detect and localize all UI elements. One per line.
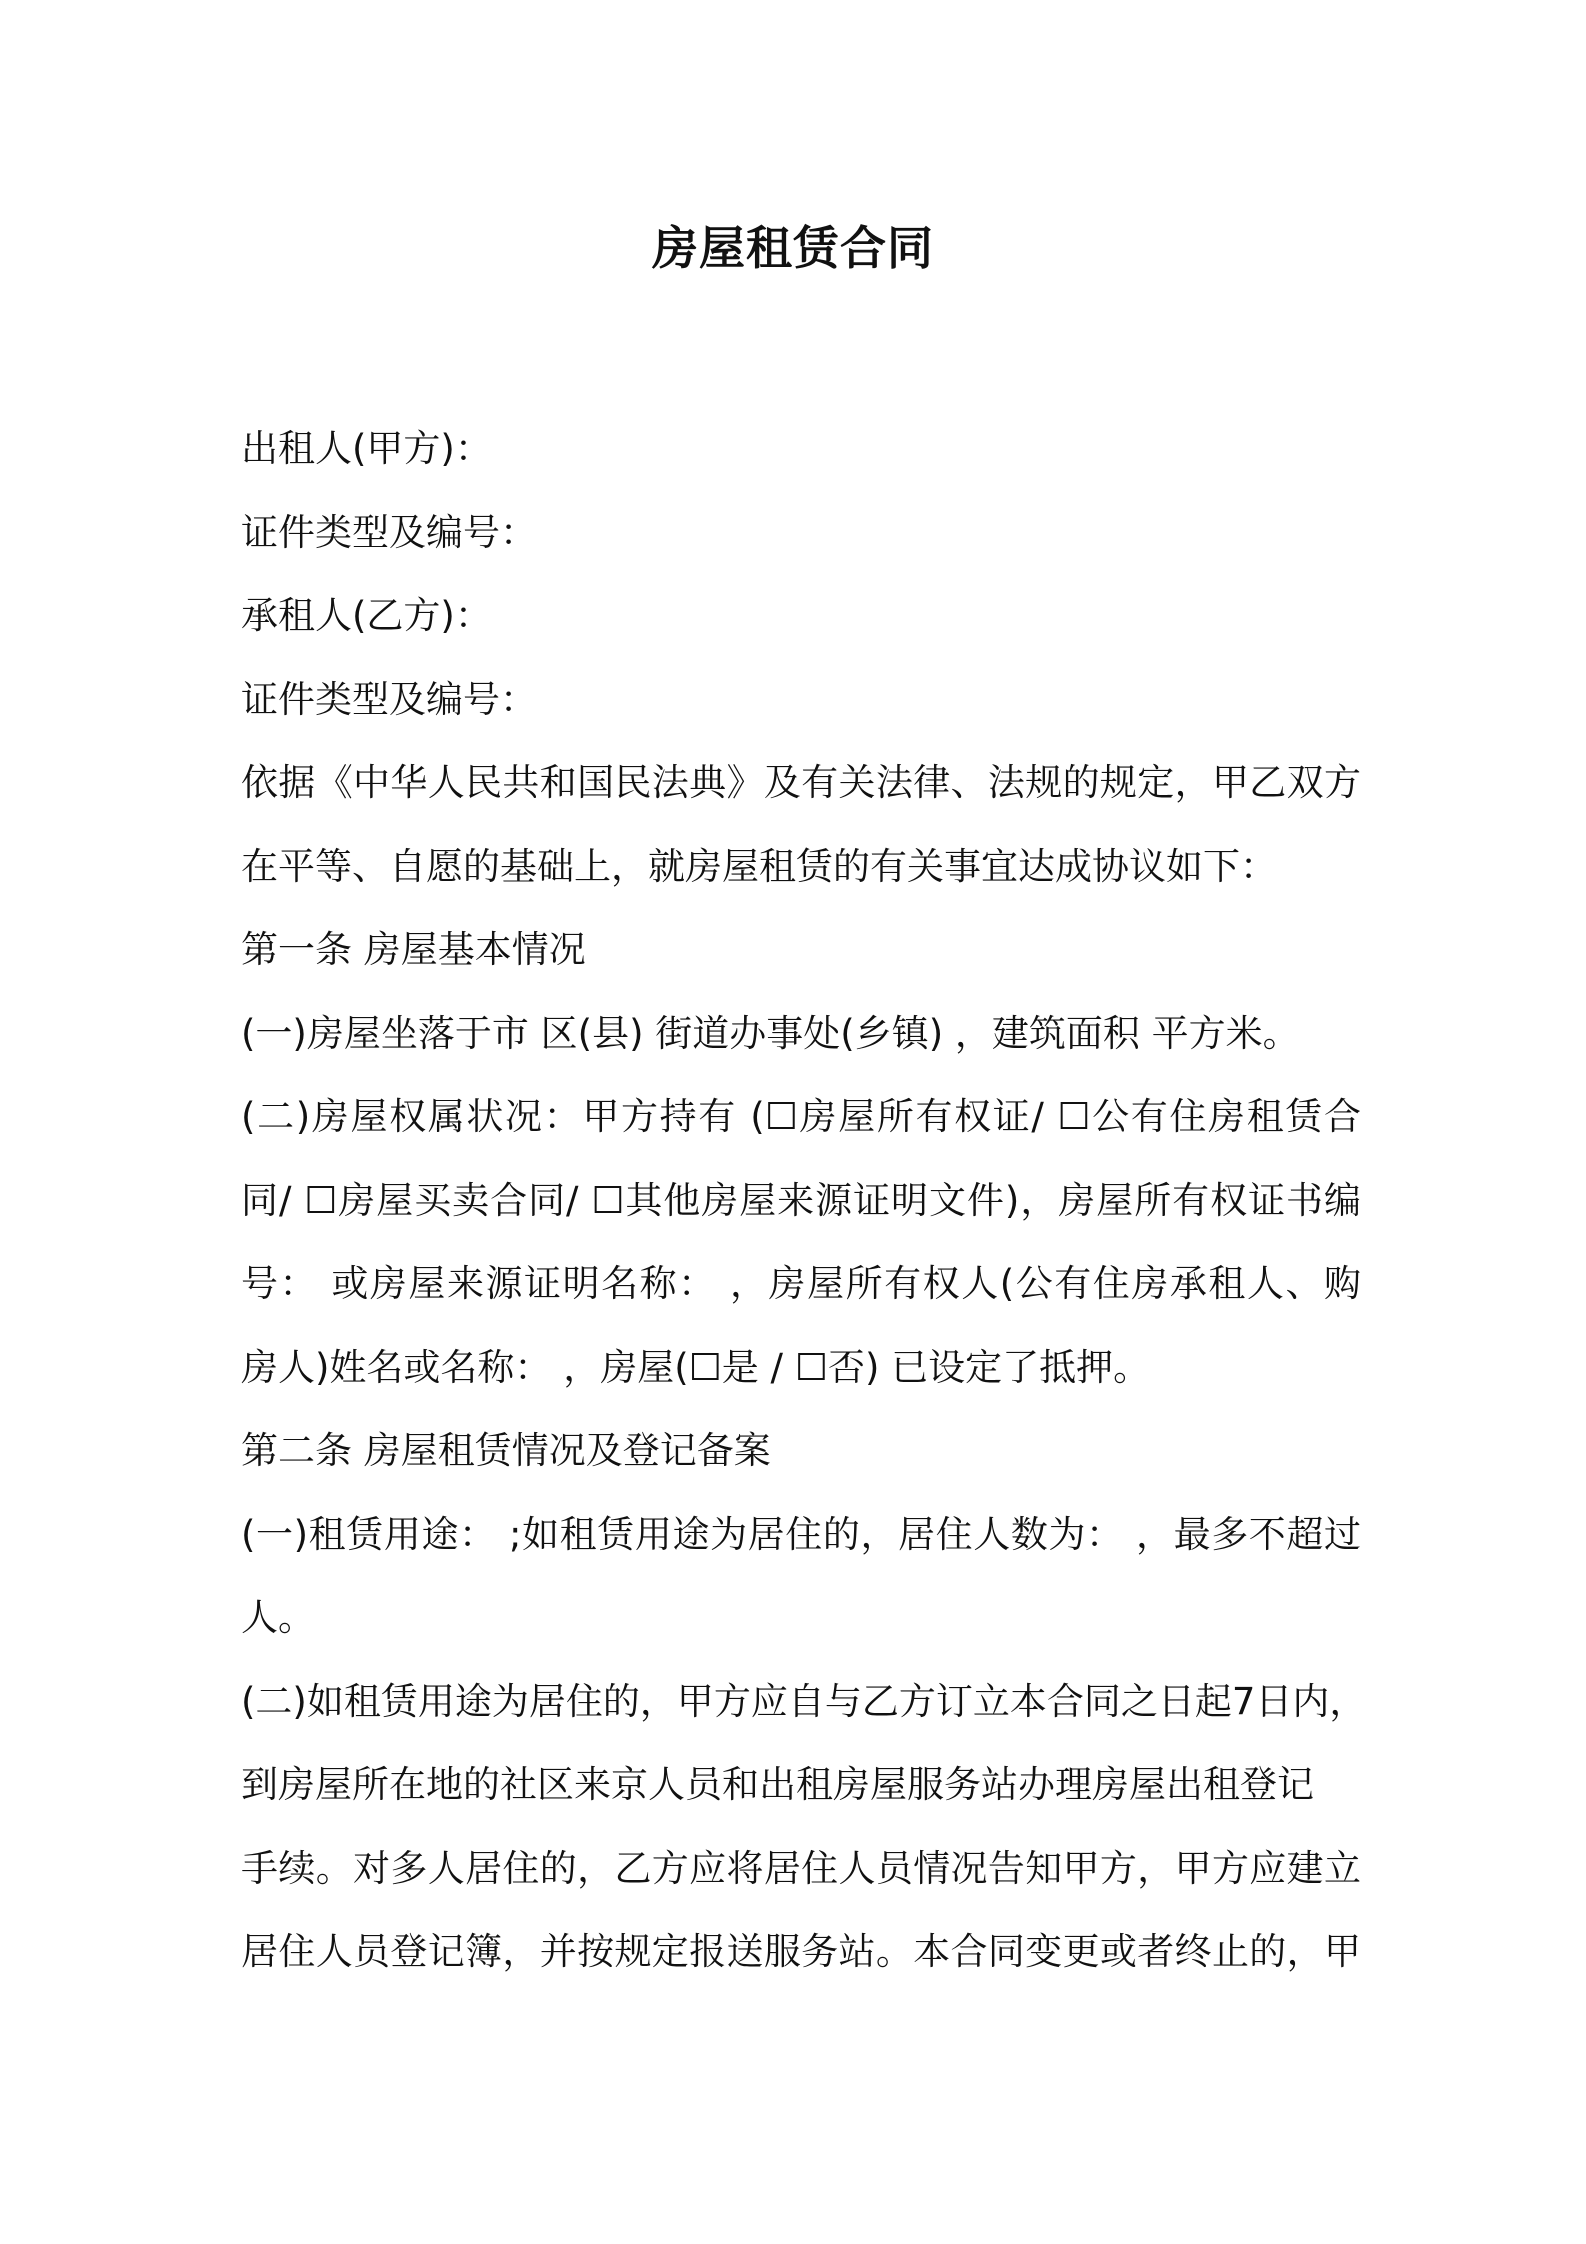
paragraph-line: (二)房屋权属状况：甲方持有 (☐房屋所有权证/ ☐公有住房租赁合 [241, 1095, 1361, 1138]
paragraph-line: 居住人员登记簿，并按规定报送服务站。本合同变更或者终止的，甲 [241, 1930, 1361, 1973]
paragraph-line: 人。 [241, 1596, 315, 1639]
lessee-line: 承租人(乙方)： [241, 594, 492, 637]
paragraph-line: (一)房屋坐落于市 区(县) 街道办事处(乡镇) ，建筑面积 平方米。 [241, 1011, 1300, 1055]
paragraph-line: 依据《中华人民共和国民法典》及有关法律、法规的规定，甲乙双方 [241, 761, 1361, 804]
article-heading: 第二条 房屋租赁情况及登记备案 [241, 1429, 771, 1472]
article-heading: 第一条 房屋基本情况 [241, 928, 586, 971]
paragraph-line: 到房屋所在地的社区来京人员和出租房屋服务站办理房屋出租登记 [241, 1763, 1314, 1806]
paragraph-line: 房人)姓名或名称： ，房屋(☐是 / ☐否) 已设定了抵押。 [241, 1345, 1151, 1389]
paragraph-line: (一)租赁用途： ;如租赁用途为居住的，居住人数为： ，最多不超过 [241, 1512, 1361, 1556]
lessor-line: 出租人(甲方)： [241, 427, 492, 470]
paragraph-line: (二)如租赁用途为居住的，甲方应自与乙方订立本合同之日起7日内， [241, 1679, 1367, 1723]
paragraph-line: 同/ ☐房屋买卖合同/ ☐其他房屋来源证明文件)，房屋所有权证书编 [241, 1178, 1361, 1222]
paragraph-line: 手续。对多人居住的，乙方应将居住人员情况告知甲方，甲方应建立 [241, 1846, 1361, 1890]
document-title: 房屋租赁合同 [652, 221, 934, 275]
document-body [241, 407, 1367, 1994]
paragraph-line: 在平等、自愿的基础上，就房屋租赁的有关事宜达成协议如下： [241, 844, 1277, 888]
paragraph-line: 号： 或房屋来源证明名称： ，房屋所有权人(公有住房承租人、购 [241, 1262, 1361, 1305]
lessee-id-line: 证件类型及编号： [241, 677, 537, 721]
lessor-id-line: 证件类型及编号： [241, 510, 537, 554]
